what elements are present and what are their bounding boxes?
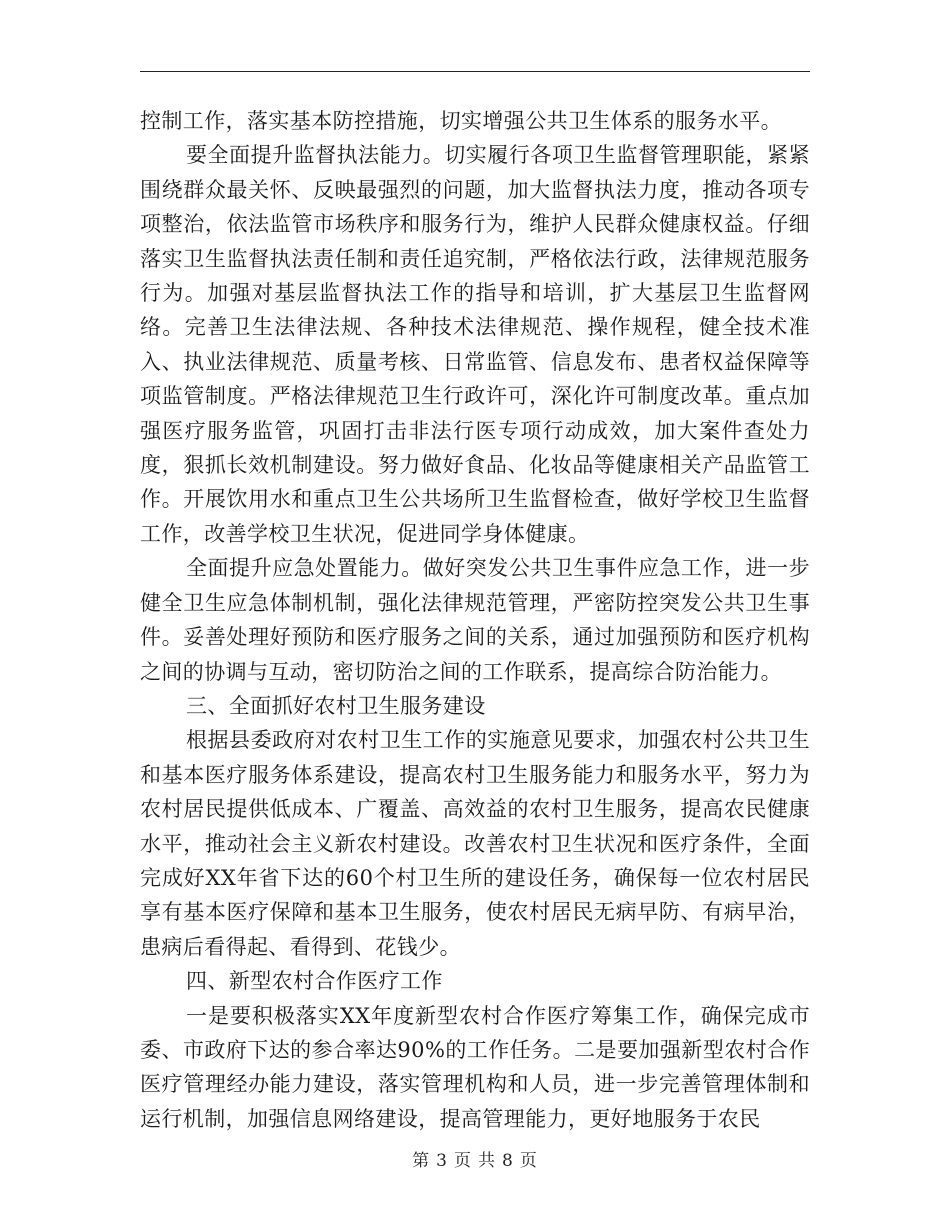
paragraph-emergency: 全面提升应急处置能力。做好突发公共卫生事件应急工作，进一步健全卫生应急体制机制，强化法律规范管理，严密防控突发公共卫生事件。妥善处理好预防和医疗服务之间的关系，通过加强预防和医疗机构之间的协调与互动，密切防治之间的工作联系，提高综合防治能力。: [140, 556, 810, 684]
paragraph-cooperative-medical: 一是要积极落实XX年度新型农村合作医疗筹集工作，确保完成市委、市政府下达的参合率达90%的工作任务。二是要加强新型农村合作医疗管理经办能力建设，落实管理机构和人员，进一步完善管理体制和运行机制，加强信息网络建设，提高管理能力，更好地服务于农民: [140, 1003, 810, 1131]
paragraph-rural-health: 根据县委政府对农村卫生工作的实施意见要求，加强农村公共卫生和基本医疗服务体系建设，提高农村卫生服务能力和服务水平，努力为农村居民提供低成本、广覆盖、高效益的农村卫生服务，提高农民健康水平，推动社会主义新农村建设。改善农村卫生状况和医疗条件，全面完成好XX年省下达的60个村卫生所的建设任务，确保每一位农村居民享有基本医疗保障和基本卫生服务，使农村居民无病早防、有病早治，患病后看得起、看得到、花钱少。: [140, 728, 810, 959]
footer-prefix: 第: [412, 1151, 431, 1171]
footer-current-page: 3: [436, 1151, 448, 1171]
document-body: [140, 104, 810, 1136]
section-heading-4: 四、新型农村合作医疗工作: [186, 969, 443, 994]
paragraph-1: 控制工作，落实基本防控措施，切实增强公共卫生体系的服务水平。: [140, 109, 782, 133]
header-rule: [140, 71, 810, 72]
section-heading-3: 三、全面抓好农村卫生服务建设: [186, 693, 486, 718]
footer-suffix: 页: [519, 1151, 538, 1171]
paragraph-supervision: 要全面提升监督执法能力。切实履行各项卫生监督管理职能，紧紧围绕群众最关怀、反映最强烈的问题，加大监督执法力度，推动各项专项整治，依法监管市场秩序和服务行为，维护人民群众健康权益。仔细落实卫生监督执法责任制和责任追究制，严格依法行政，法律规范服务行为。加强对基层监督执法工作的指导和培训，扩大基层卫生监督网络。完善卫生法律法规、各种技术法律规范、操作规程，健全技术准入、执业法律规范、质量考核、日常监管、信息发布、患者权益保障等项监管制度。严格法律规范卫生行政许可，深化许可制度改革。重点加强医疗服务监管，巩固打击非法行医专项行动成效，加大案件查处力度，狠抓长效机制建设。努力做好食品、化妆品等健康相关产品监管工作。开展饮用水和重点卫生公共场所卫生监督检查，做好学校卫生监督工作，改善学校卫生状况，促进同学身体健康。: [140, 143, 810, 546]
footer-total-pages: 8: [502, 1151, 514, 1171]
footer-page-label: 页: [454, 1151, 472, 1171]
page-footer: [0, 1146, 950, 1171]
footer-total-label: 共: [478, 1151, 496, 1171]
